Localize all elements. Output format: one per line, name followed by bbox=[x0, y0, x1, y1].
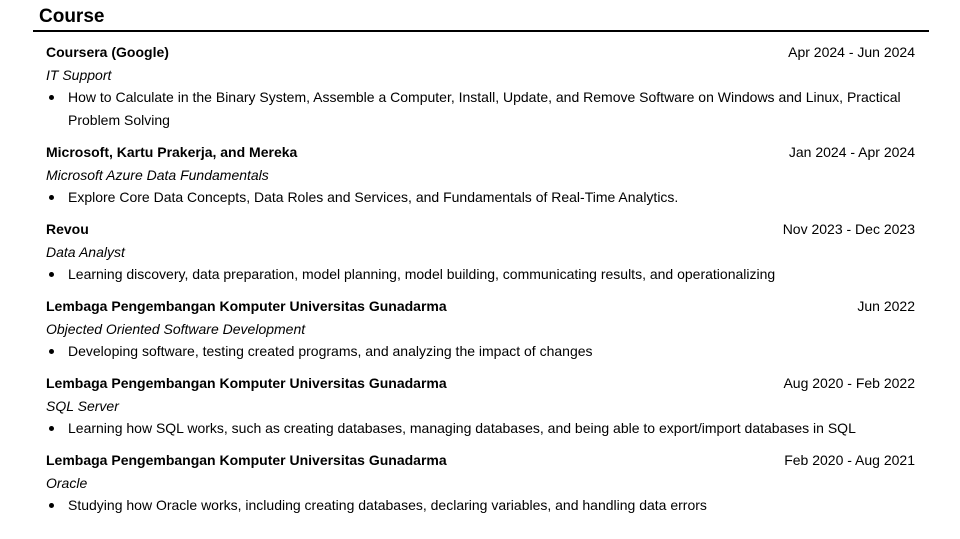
course-title: Objected Oriented Software Development bbox=[46, 321, 306, 337]
course-entry-header bbox=[46, 449, 915, 472]
section-divider bbox=[33, 30, 929, 32]
section-title: Course bbox=[39, 6, 105, 27]
course-organization: Lembaga Pengembangan Komputer Universitas Gunadarma bbox=[46, 298, 447, 314]
course-bullets bbox=[46, 340, 915, 363]
course-dates: Feb 2020 - Aug 2021 bbox=[784, 452, 915, 468]
course-dates: Jan 2024 - Apr 2024 bbox=[788, 144, 915, 160]
course-entry bbox=[46, 141, 915, 209]
course-bullet: Learning how SQL works, such as creating databases, managing databases, and being able to export/import databases in SQL bbox=[46, 417, 915, 440]
course-title: Microsoft Azure Data Fundamentals bbox=[46, 167, 269, 183]
course-title: Oracle bbox=[46, 475, 88, 491]
course-bullets bbox=[46, 86, 915, 132]
course-bullets bbox=[46, 186, 915, 209]
course-organization: Revou bbox=[46, 221, 89, 237]
course-dates: Nov 2023 - Dec 2023 bbox=[782, 221, 915, 237]
course-organization: Coursera (Google) bbox=[46, 44, 169, 60]
course-bullet: Learning discovery, data preparation, model planning, model building, communicating results, and operationalizing bbox=[46, 263, 915, 286]
course-bullet: Studying how Oracle works, including creating databases, declaring variables, and handling data errors bbox=[46, 494, 915, 517]
course-entry-header bbox=[46, 41, 915, 64]
course-entry bbox=[46, 449, 915, 517]
course-dates: Jun 2022 bbox=[857, 298, 915, 314]
course-entry bbox=[46, 41, 915, 132]
course-entry-header bbox=[46, 372, 915, 395]
course-entry-header bbox=[46, 295, 915, 318]
course-title: SQL Server bbox=[46, 398, 119, 414]
course-dates: Apr 2024 - Jun 2024 bbox=[788, 44, 915, 60]
course-organization: Lembaga Pengembangan Komputer Universitas Gunadarma bbox=[46, 375, 447, 391]
course-entry bbox=[46, 372, 915, 440]
course-entry-header bbox=[46, 141, 915, 164]
course-bullet: How to Calculate in the Binary System, Assemble a Computer, Install, Update, and Remove Software on Windows and Linux, Practical Problem Solving bbox=[46, 86, 915, 132]
course-bullets bbox=[46, 417, 915, 440]
course-dates: Aug 2020 - Feb 2022 bbox=[783, 375, 915, 391]
course-list bbox=[46, 41, 915, 526]
course-bullet: Developing software, testing created programs, and analyzing the impact of changes bbox=[46, 340, 915, 363]
course-title: IT Support bbox=[46, 67, 112, 83]
course-bullets bbox=[46, 494, 915, 517]
course-entry bbox=[46, 218, 915, 286]
course-entry bbox=[46, 295, 915, 363]
course-entry-header bbox=[46, 218, 915, 241]
course-bullet: Explore Core Data Concepts, Data Roles and Services, and Fundamentals of Real-Time Analytics. bbox=[46, 186, 915, 209]
course-bullets bbox=[46, 263, 915, 286]
course-organization: Microsoft, Kartu Prakerja, and Mereka bbox=[46, 144, 298, 160]
course-organization: Lembaga Pengembangan Komputer Universitas Gunadarma bbox=[46, 452, 447, 468]
course-title: Data Analyst bbox=[46, 244, 125, 260]
